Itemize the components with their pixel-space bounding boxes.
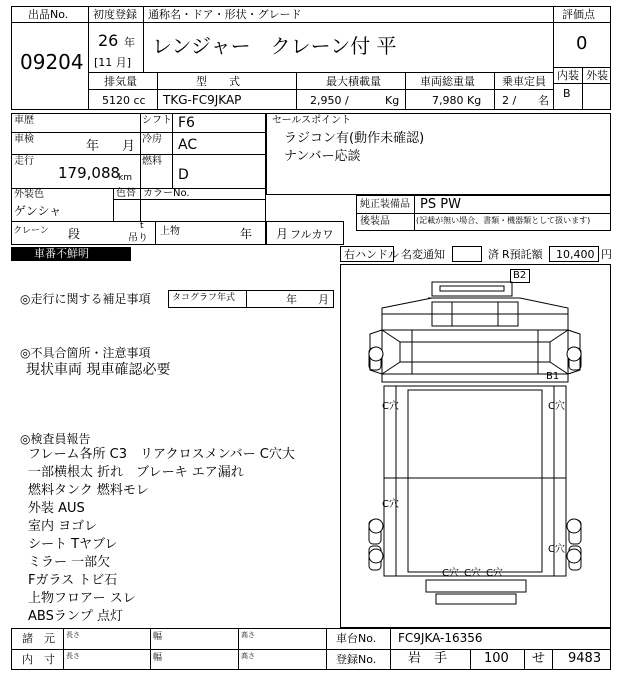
aftermarket-note: (記載が無い場合、書類・機器類として扱います) [416, 216, 591, 225]
inspector-line: 燃料タンク 燃料モレ [28, 483, 149, 498]
model-label: 型 式 [196, 75, 240, 88]
recycle-done: 済 [488, 248, 499, 261]
inspector-line: シート Tヤブレ [28, 537, 118, 552]
sales-point-line-1: ラジコン有(動作未確認) [284, 131, 425, 146]
inspector-line: フレーム各所 C3 リアクロスメンバー C穴大 [28, 447, 295, 462]
interior-height-label: 高さ [241, 652, 255, 660]
first-reg-label: 初度登録 [93, 8, 137, 21]
inspector-line: ミラー 一部欠 [28, 555, 111, 570]
interior-width-label: 幅 [153, 653, 163, 663]
sales-point-line-2: ナンバー応談 [284, 149, 361, 164]
defects-text: 現状車両 現車確認必要 [26, 362, 171, 378]
aftermarket-label: 後装品 [360, 216, 390, 227]
recycle-fee-label: R預託額 [502, 248, 543, 261]
first-reg-month: [11 月] [94, 56, 132, 69]
mark-c-left-bottom: C穴 [382, 499, 399, 510]
mark-c-right-top: C穴 [548, 401, 565, 412]
color-change-label: 色替 [116, 188, 136, 199]
interior-dims-label: 内 寸 [22, 653, 55, 666]
ext-color-label: 外装色 [14, 189, 44, 200]
height-label: 高さ [241, 631, 255, 639]
inspector-line: 上物フロアー スレ [28, 591, 136, 606]
inspector-report-lines [28, 446, 295, 626]
score-value: 0 [576, 33, 588, 54]
genuine-equipment-value: PS PW [420, 197, 461, 212]
max-load-value: 2,950 / [310, 94, 349, 107]
inspection-month-unit: 月 [122, 139, 136, 154]
tachograph-label: タコグラフ年式 [172, 293, 236, 303]
plate-notice: 車番不鮮明 [34, 247, 89, 260]
steering-value: 右ハンドル [344, 248, 399, 261]
score-label: 評価点 [562, 8, 595, 21]
upper-month-unit: 月 [276, 227, 289, 241]
first-reg-year: 26 [98, 31, 119, 50]
fuel-label: 燃料 [142, 156, 162, 167]
registration-region: 岩 手 [408, 651, 448, 666]
upper-year-unit: 年 [240, 227, 253, 241]
length-label: 長さ [66, 631, 80, 639]
inspector-line: Fガラス トビ石 [28, 573, 118, 588]
interior-score: B [563, 87, 571, 100]
car-name-label: 通称名・ドア・形状・グレード [148, 8, 302, 21]
dims-label: 諸 元 [22, 632, 55, 645]
max-load-unit: Kg [385, 94, 400, 107]
model-value: TKG-FC9JKAP [163, 93, 242, 107]
ext-color-value: ゲンシャ [14, 204, 62, 218]
displacement-value: 5120 cc [102, 94, 146, 107]
fuel-value: D [178, 167, 189, 183]
registration-class: 100 [484, 651, 509, 666]
crane-ton-unit: t [140, 221, 144, 231]
name-change-label: 名変通知 [401, 248, 445, 261]
genuine-equipment-label: 純正装備品 [360, 199, 410, 210]
ac-label: 冷房 [142, 134, 162, 145]
crane-hook-unit: 吊り [128, 233, 148, 244]
car-name: レンジャー クレーン付 平 [152, 34, 397, 58]
lot-label: 出品No. [28, 8, 69, 21]
driving-notes-label: ◎走行に関する補足事項 [20, 292, 151, 306]
mark-c-left-top: C穴 [382, 401, 399, 412]
inspector-line: 一部横根太 折れ ブレーキ エア漏れ [28, 465, 244, 480]
mark-b2: B2 [513, 270, 527, 281]
registration-kana: せ [532, 651, 546, 666]
max-load-label: 最大積載量 [326, 75, 381, 88]
gross-weight-value: 7,980 Kg [432, 94, 482, 107]
mileage-label: 走行 [14, 156, 34, 167]
exterior-score-label: 外装 [586, 69, 608, 82]
inspection-label: 車検 [14, 134, 34, 145]
upper-maker: フルカワ [290, 228, 334, 241]
inspector-line: 室内 ヨゴレ [28, 519, 98, 534]
color-code-label: カラーNo. [143, 188, 190, 199]
tacho-year-unit: 年 [286, 293, 297, 306]
sales-point-label: セールスポイント [272, 115, 352, 126]
chassis-number: FC9JKA-16356 [398, 631, 483, 645]
ac-value: AC [178, 137, 198, 153]
mark-c-right-bottom: C穴 [548, 544, 565, 555]
mark-c-bottom-2: C穴 [464, 568, 481, 579]
interior-length-label: 長さ [66, 652, 80, 660]
shift-value: F6 [178, 115, 195, 131]
shift-label: シフト [142, 115, 172, 126]
recycle-fee: 10,400 [556, 248, 595, 261]
history-label: 車歴 [14, 115, 34, 126]
lot-number: 09204 [20, 50, 84, 74]
inspection-year-unit: 年 [86, 139, 100, 154]
registration-number: 9483 [568, 651, 602, 666]
inspector-line: ABSランプ 点灯 [28, 609, 123, 624]
displacement-label: 排気量 [104, 75, 137, 88]
capacity-value: 2 / [502, 94, 517, 107]
mark-c-bottom-1: C穴 [442, 568, 459, 579]
mileage-unit: km [118, 173, 132, 183]
year-unit: 年 [124, 36, 135, 49]
upper-label: 上物 [160, 226, 180, 237]
tacho-month-unit: 月 [318, 293, 329, 306]
capacity-label: 乗車定員 [502, 75, 546, 88]
inspector-line: 外装 AUS [28, 501, 85, 516]
mileage-value: 179,088 [58, 164, 121, 182]
crane-label: クレーン [13, 226, 49, 236]
mark-b1: B1 [546, 371, 560, 382]
width-label: 幅 [153, 632, 163, 642]
interior-score-label: 内装 [557, 69, 579, 82]
chassis-label: 車台No. [336, 632, 377, 645]
inspector-report-label: ◎検査員報告 [20, 432, 91, 446]
registration-label: 登録No. [336, 653, 377, 666]
capacity-unit: 名 [538, 94, 549, 107]
recycle-unit: 円 [601, 248, 612, 261]
name-change-box [452, 246, 482, 262]
crane-stage-unit: 段 [68, 227, 81, 241]
mark-c-bottom-3: C穴 [486, 568, 503, 579]
gross-weight-label: 車両総重量 [420, 75, 475, 88]
defects-label: ◎不具合箇所・注意事項 [20, 346, 151, 360]
